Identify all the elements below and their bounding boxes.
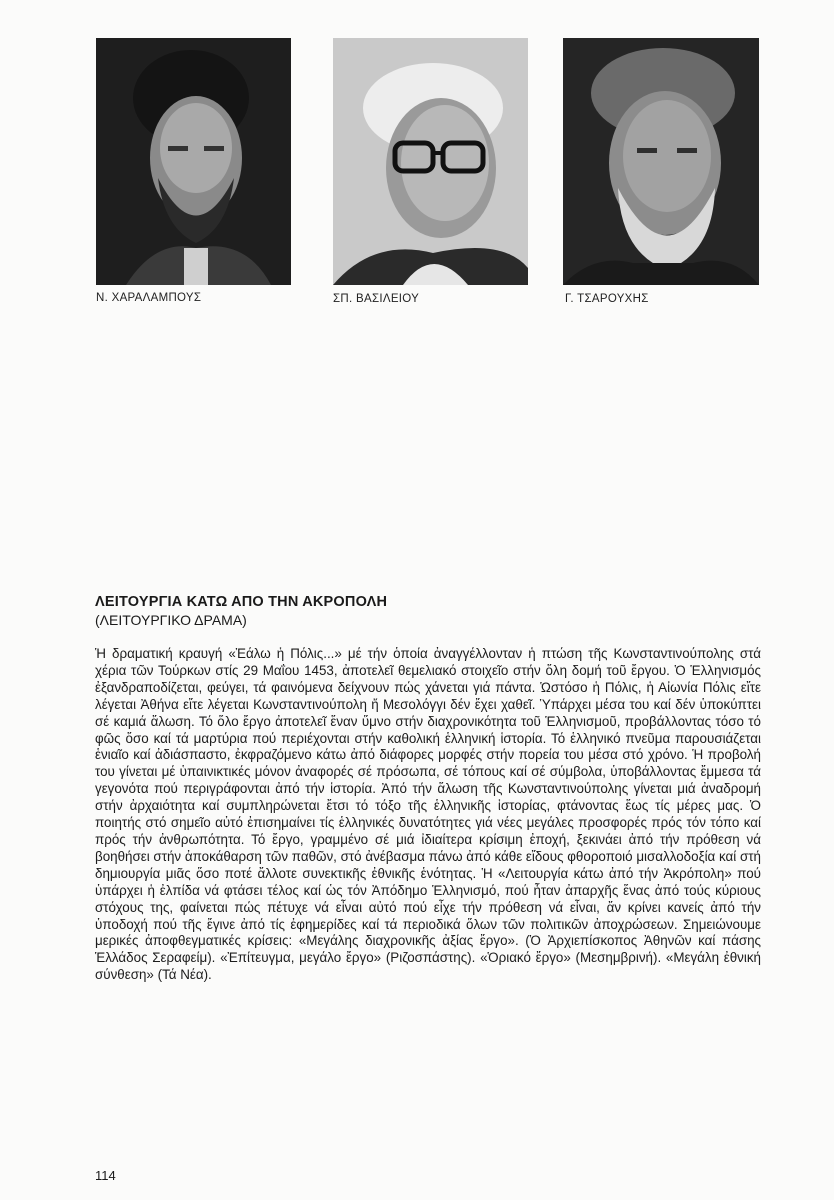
portrait-photo-vasileiou [333, 38, 528, 285]
portrait-image [96, 38, 291, 285]
article-subtitle: (ΛΕΙΤΟΥΡΓΙΚΟ ΔΡΑΜΑ) [95, 612, 247, 628]
portrait-photo-tsarouchis [563, 38, 759, 285]
photo-caption: ΣΠ. ΒΑΣΙΛΕΙΟΥ [333, 293, 420, 305]
photo-caption: Ν. ΧΑΡΑΛΑΜΠΟΥΣ [96, 292, 202, 304]
photo-caption: Γ. ΤΣΑΡΟΥΧΗΣ [565, 293, 649, 305]
portrait-photo-charalambous [96, 38, 291, 285]
article-title: ΛΕΙΤΟΥΡΓΙΑ ΚΑΤΩ ΑΠΟ ΤΗΝ ΑΚΡΟΠΟΛΗ [95, 594, 388, 610]
portrait-image [563, 38, 759, 285]
page-number: 114 [95, 1168, 116, 1183]
article-body: Ἡ δραματική κραυγή «Ἑάλω ἡ Πόλις...» μέ τήν ὁποία ἀναγγέλλονταν ἡ πτώση τῆς Κωνσταντινούπολης στά χέρια τῶν Τούρκων στίς 29 Μαΐου 1453, ἀποτελεῖ θεμελιακό στοιχεῖο στήν ὅλη δομή τοῦ ἔργου. Ὁ Ἑλληνισμός ἐξανδραποδίζεται, φεύγει, τά φαινόμενα δείχνουν πώς χάνεται γιά πάντα. Ὡστόσο ἡ Πόλις, ἡ Αἰωνία Πόλις εἴτε λέγεται Ἀθήνα εἴτε λέγεται Κωνσταντινούπολη ἤ Μεσολόγγι δέν ἔχει χαθεῖ. Ὑπάρχει μέσα του καί δέν ὑποκύπτει σέ καμιά ἅλωση. Τό ὅλο ἔργο ἀποτελεῖ ἕναν ὕμνο στήν διαχρονικότητα τοῦ Ἑλληνισμοῦ, προβάλλοντας τόσο τό φῶς ὅσο καί τά μαρτύρια πού περιέχονται στήν καθολική ἑλληνική ἱστορία. Τό ἑλληνικό πνεῦμα παρουσιάζεται ἑνιαῖο καί ἀδιάσπαστο, ἐκφραζόμενο κάτω ἀπό διάφορες μορφές στήν πορεία του μέσα στό χρόνο. Ἡ προβολή του γίνεται μέ ὑπαινικτικές μόνον ἀναφορές σέ πρόσωπα, σέ τόπους καί σέ σύμβολα, ὑποβάλλοντας ἔμμεσα τά γεγονότα πού περιγράφονται ἀπό τήν ἱστορία. Ἀπό τήν ἅλωση τῆς Κωνσταντινούπολης γίνεται μιά ἀναδρομή στήν ἀρχαιότητα καί συμπληρώνεται ἔτσι τό τόξο τῆς ἑλληνικῆς ἱστορίας, φτάνοντας ἕως τίς μέρες μας. Ὁ ποιητής στό σημεῖο αὐτό ἐπισημαίνει τίς ἑλληνικές δυνατότητες γιά νέες μεγάλες προσφορές πρός τόν τόπο καί πρός τήν ἀνθρωπότητα. Τό ἔργο, γραμμένο σέ μιά ἰδιαίτερα κρίσιμη ἐποχή, ξεκινάει ἀπό τήν πρόθεση νά βοηθήσει στήν ἀποκάθαρση τῶν παθῶν, στό ἀνέβασμα πάνω ἀπό κάθε εἴδους φθοροποιό μισαλλοδοξία καί στή δημιουργία μιᾶς ὅσο ποτέ ἄλλοτε συνεκτικῆς ἐθνικῆς ἑνότητας. Ἡ «Λειτουργία κάτω ἀπό τήν Ἀκρόπολη» πού ὑπάρχει ἡ ἐλπίδα νά φτάσει τέλος καί ὡς τόν Ἀπόδημο Ἑλληνισμό, πού ἦταν ἀπαρχῆς ἕνας ἀπό τούς κύριους στόχους της, φαίνεται πώς πέτυχε νά εἶναι αὐτό πού εἶχε τήν πρόθεση νά εἶναι, ἄν κρίνει κανείς ἀπό τήν ὑποδοχή πού τῆς ἔγινε ἀπό τίς ἐφημερίδες καί τά περιοδικά ὅλων τῶν πολιτικῶν ἀποχρώσεων. Σημειώνουμε μερικές ἀποφθεγματικές κρίσεις: «Μεγάλης διαχρονικῆς ἀξίας ἔργο». (Ὁ Ἀρχιεπίσκοπος Ἀθηνῶν καί πάσης Ἑλλάδος Σεραφείμ). «Ἐπίτευγμα, μεγάλο ἔργο» (Ριζοσπάστης). «Ὁριακό ἔργο» (Μεσημβρινή). «Μεγάλη ἐθνική σύνθεση» (Τά Νέα). [95, 646, 761, 983]
portrait-image [333, 38, 528, 285]
